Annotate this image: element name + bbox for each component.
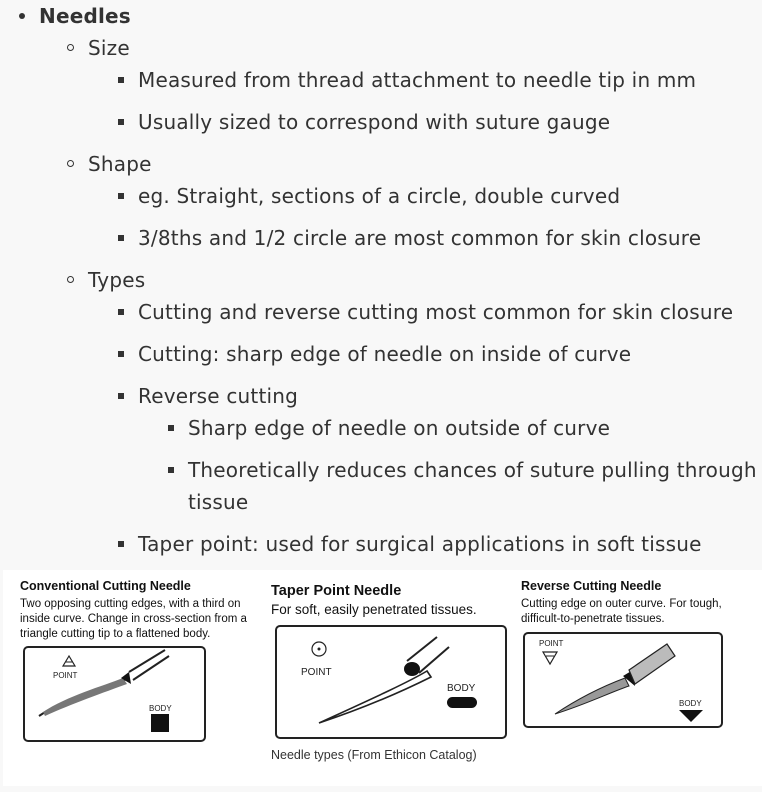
panel-desc: Cutting edge on outer curve. For tough, xyxy=(521,598,722,610)
point-label: POINT xyxy=(53,671,78,680)
figure-caption: Needle types (From Ethicon Catalog) xyxy=(271,748,477,762)
list-item-types: Types xyxy=(88,268,146,292)
bullet-disc-icon xyxy=(19,13,25,19)
panel-desc: For soft, easily penetrated tissues. xyxy=(271,602,477,617)
point-label: POINT xyxy=(301,667,332,678)
needle-illustration-cutting xyxy=(23,646,206,742)
bullet-circle-icon xyxy=(67,160,74,167)
list-item-needles: Needles xyxy=(39,4,131,28)
bullet-circle-icon xyxy=(67,44,74,51)
reverse-cutting-needle-icon xyxy=(525,634,721,726)
list-item: Theoretically reduces chances of suture pulling through xyxy=(188,458,757,482)
body-label: BODY xyxy=(679,699,702,708)
needle-illustration-reverse-cutting xyxy=(523,632,723,728)
list-item-size: Size xyxy=(88,36,130,60)
list-item: Cutting and reverse cutting most common for skin closure xyxy=(138,300,734,324)
list-item: Reverse cutting xyxy=(138,384,299,408)
panel-desc: Two opposing cutting edges, with a third on xyxy=(20,598,241,610)
bullet-square-icon xyxy=(118,309,124,315)
list-item: Usually sized to correspond with suture gauge xyxy=(138,110,611,134)
bullet-square-icon xyxy=(118,193,124,199)
list-item: Cutting: sharp edge of needle on inside of curve xyxy=(138,342,632,366)
bullet-square-icon xyxy=(118,541,124,547)
bullet-square-icon xyxy=(118,119,124,125)
bullet-square-icon xyxy=(118,77,124,83)
list-item: Measured from thread attachment to needle tip in mm xyxy=(138,68,697,92)
bullet-square-icon xyxy=(118,235,124,241)
list-item: Sharp edge of needle on outside of curve xyxy=(188,416,611,440)
taper-needle-icon xyxy=(277,627,505,737)
bullet-square-icon xyxy=(118,351,124,357)
body-label: BODY xyxy=(447,683,476,694)
list-item: Taper point: used for surgical applications in soft tissue xyxy=(138,532,702,556)
bullet-square-icon xyxy=(168,467,174,473)
list-item-continuation: tissue xyxy=(188,490,249,514)
body-label: BODY xyxy=(149,704,172,713)
bullet-square-icon xyxy=(168,425,174,431)
bullet-square-icon xyxy=(118,393,124,399)
list-item-shape: Shape xyxy=(88,152,152,176)
needle-illustration-taper xyxy=(275,625,507,739)
panel-desc: inside curve. Change in cross-section from a xyxy=(20,613,247,625)
bullet-circle-icon xyxy=(67,276,74,283)
panel-title: Taper Point Needle xyxy=(271,583,402,599)
list-item: 3/8ths and 1/2 circle are most common for skin closure xyxy=(138,226,702,250)
list-item: eg. Straight, sections of a circle, double curved xyxy=(138,184,621,208)
panel-desc: difficult-to-penetrate tissues. xyxy=(521,613,665,625)
panel-title: Conventional Cutting Needle xyxy=(20,579,191,593)
panel-desc: triangle cutting tip to a flattened body. xyxy=(20,628,211,640)
cutting-needle-icon xyxy=(25,648,204,740)
point-label: POINT xyxy=(539,639,564,648)
panel-title: Reverse Cutting Needle xyxy=(521,579,662,593)
